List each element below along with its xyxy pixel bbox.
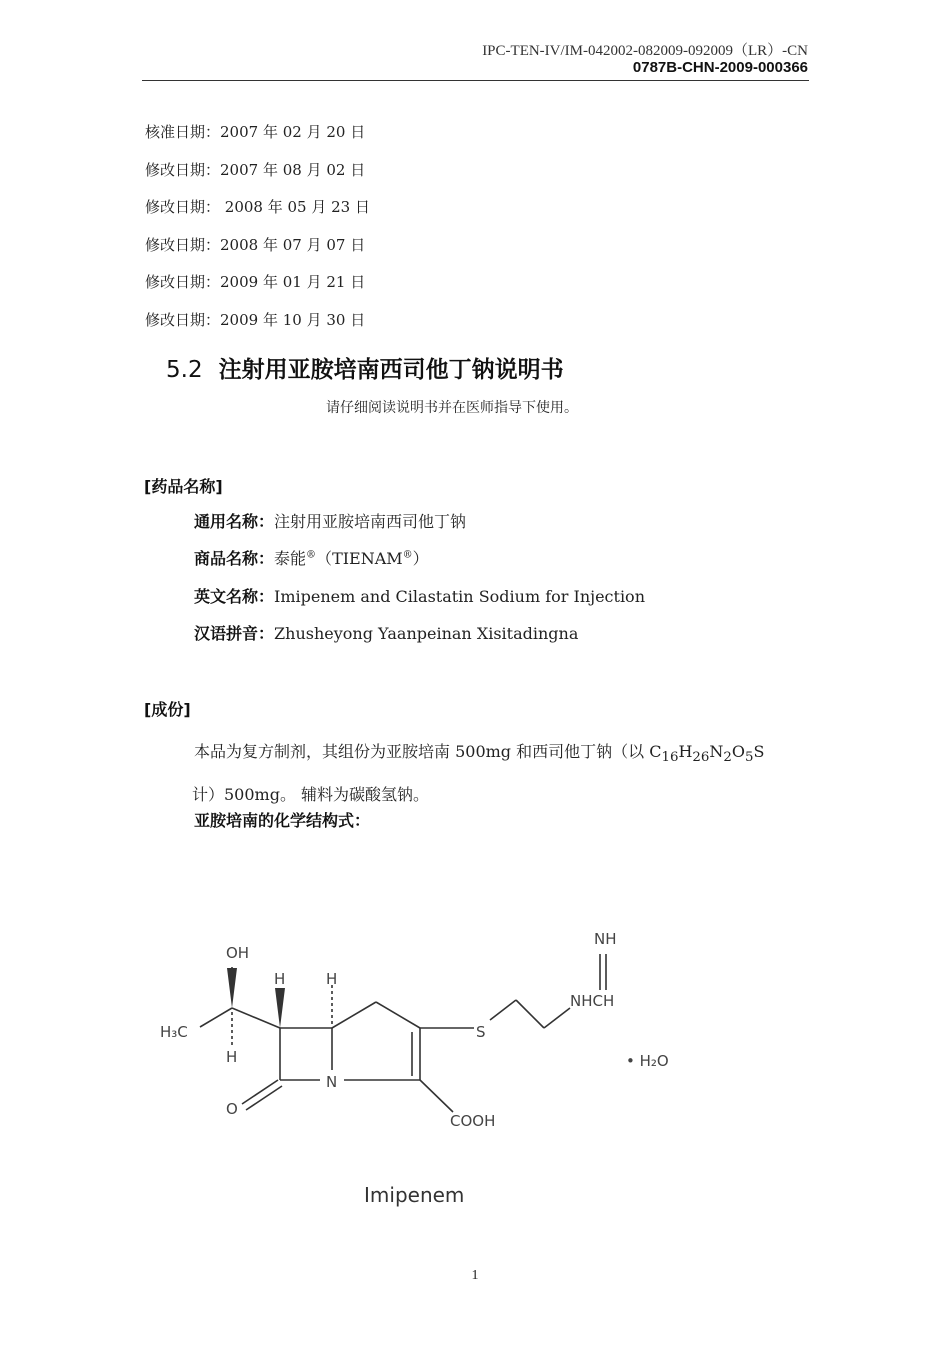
date-label: 修改日期：: [145, 160, 221, 179]
english-name-label: 英文名称: [194, 587, 259, 606]
pinyin-value: Zhusheyong Yaanpeinan Xisitadingna: [274, 624, 579, 643]
section-number: 5.2: [166, 357, 203, 383]
oxygen-label: O: [226, 1100, 238, 1118]
drug-name-heading: [药品名称]: [144, 477, 223, 496]
trade-name-row: 商品名称：泰能®（TIENAM®）: [194, 549, 429, 568]
revision-date: [145, 310, 370, 348]
trade-name-cn: 泰能: [274, 549, 307, 568]
structure-heading: 亚胺培南的化学结构式：: [194, 811, 371, 830]
generic-name-value: 注射用亚胺培南西司他丁钠: [274, 512, 467, 531]
revision-date: [145, 160, 370, 198]
date-value: 2007 年 02 月 20 日: [220, 123, 366, 141]
date-list: [145, 122, 370, 348]
header-doc-code: IPC-TEN-IV/IM-042002-082009-092009（LR）-CN: [482, 43, 808, 59]
date-label: 核准日期：: [145, 123, 221, 141]
document-title: [166, 351, 564, 384]
date-value: 2007 年 08 月 02 日: [220, 160, 366, 179]
imipenem-structure-diagram: [150, 920, 710, 1220]
pinyin-label: 汉语拼音: [194, 624, 259, 643]
english-name-value: Imipenem and Cilastatin Sodium for Injection: [274, 587, 645, 606]
pinyin-row: 汉语拼音：Zhusheyong Yaanpeinan Xisitadingna: [194, 624, 579, 643]
date-value: 2008 年 05 月 23 日: [220, 198, 370, 217]
cooh-label: COOH: [450, 1112, 496, 1130]
date-value: 2009 年 01 月 21 日: [220, 273, 366, 292]
page-number: 1: [471, 1268, 479, 1283]
revision-date: [145, 235, 370, 273]
compound-name: Imipenem: [364, 1183, 465, 1207]
title-text: 注射用亚胺培南西司他丁钠说明书: [218, 357, 564, 383]
h-label: H: [274, 970, 286, 988]
date-label: 修改日期：: [145, 273, 221, 292]
date-value: 2009 年 10 月 30 日: [220, 310, 366, 329]
h-label: H: [226, 1048, 238, 1066]
composition-text-a: 本品为复方制剂，其组份为亚胺培南 500mg 和西司他丁钠（以: [194, 742, 650, 761]
hydrate-label: • H₂O: [626, 1052, 669, 1070]
cilastatin-formula: $C_{16}H_{26}N_2O_5S$: [649, 742, 765, 766]
nitrogen-label: N: [326, 1073, 338, 1091]
document-subtitle: 请仔细阅读说明书并在医师指导下使用。: [326, 400, 578, 416]
date-value: 2008 年 07 月 07 日: [220, 235, 366, 254]
h3c-label: H₃C: [160, 1023, 188, 1041]
header-rule: [142, 80, 809, 81]
revision-date: [145, 197, 370, 235]
header-doc-number: 0787B-CHN-2009-000366: [632, 59, 808, 76]
date-label: 修改日期：: [145, 235, 221, 254]
revision-date: [145, 272, 370, 310]
sulfur-label: S: [476, 1023, 486, 1041]
trade-name-en: TIENAM: [332, 549, 403, 568]
approval-date: [145, 122, 370, 160]
nhch-label: NHCH: [570, 992, 615, 1010]
h-label: H: [326, 970, 338, 988]
trade-name-label: 商品名称: [194, 549, 259, 568]
date-label: 修改日期：: [145, 198, 221, 217]
generic-name-label: 通用名称: [194, 512, 259, 531]
registered-mark: ®: [306, 549, 317, 561]
generic-name-row: 通用名称：注射用亚胺培南西司他丁钠: [194, 512, 467, 531]
date-label: 修改日期：: [145, 310, 221, 329]
composition-heading: [成份]: [144, 700, 191, 719]
oh-label: OH: [226, 944, 250, 962]
composition-paragraph: [194, 733, 810, 813]
registered-mark: ®: [402, 549, 413, 561]
nh-label: NH: [594, 930, 617, 948]
composition-text-b: 计）500mg。 辅料为碳酸氢钠。: [192, 785, 430, 805]
english-name-row: 英文名称：Imipenem and Cilastatin Sodium for Injection: [194, 587, 645, 606]
